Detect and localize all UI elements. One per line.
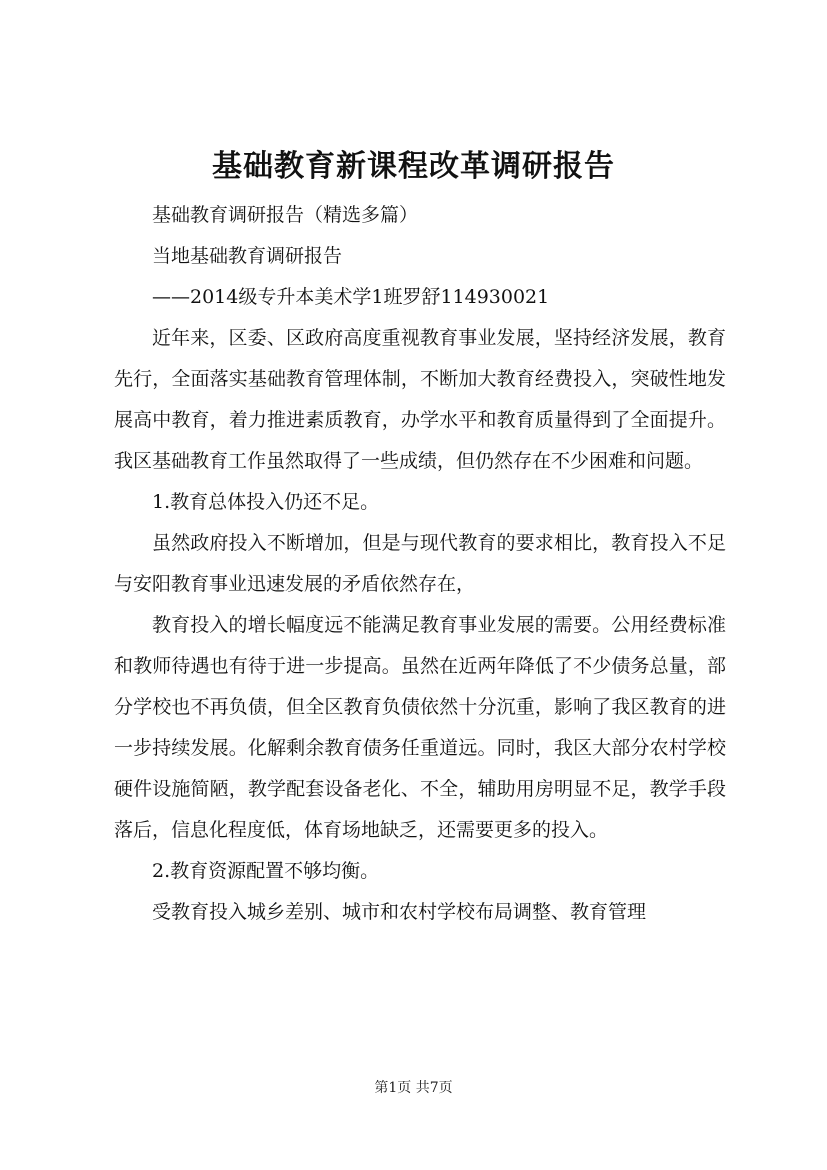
paragraph-section-2: 受教育投入城乡差别、城市和农村学校布局调整、教育管理 [152, 901, 647, 923]
section-heading-1: 1.教育总体投入仍还不足。 [152, 491, 380, 513]
document-body [114, 195, 726, 933]
paragraph-section-1a: 虽然政府投入不断增加，但是与现代教育的要求相比，教育投入不足与安阳教育事业迅速发展的矛盾依然存在， [114, 532, 726, 595]
paragraph-author-line: ——2014级专升本美术学1班罗舒114930021 [152, 286, 550, 308]
paragraph-section-1b: 教育投入的增长幅度远不能满足教育事业发展的需要。公用经费标准和教师待遇也有待于进一步提高。虽然在近两年降低了不少债务总量，部分学校也不再负债，但全区教育负债依然十分沉重，影响了我区教育的进一步持续发展。化解剩余教育债务任重道远。同时，我区大部分农村学校硬件设施简陋，教学配套设备老化、不全，辅助用房明显不足，教学手段落后，信息化程度低，体育场地缺乏，还需要更多的投入。 [114, 614, 726, 841]
page-number: 第1页 共7页 [374, 1080, 453, 1096]
document-title: 基础教育新课程改革调研报告 [212, 149, 615, 184]
paragraph-intro: 近年来，区委、区政府高度重视教育事业发展，坚持经济发展，教育先行，全面落实基础教育管理体制，不断加大教育经费投入，突破性地发展高中教育，着力推进素质教育，办学水平和教育质量得到了全面提升。我区基础教育工作虽然取得了一些成绩，但仍然存在不少困难和问题。 [114, 327, 726, 472]
paragraph-report-title: 当地基础教育调研报告 [152, 245, 343, 267]
paragraph-subtitle: 基础教育调研报告（精选多篇） [152, 204, 419, 226]
section-heading-2: 2.教育资源配置不够均衡。 [152, 860, 380, 882]
